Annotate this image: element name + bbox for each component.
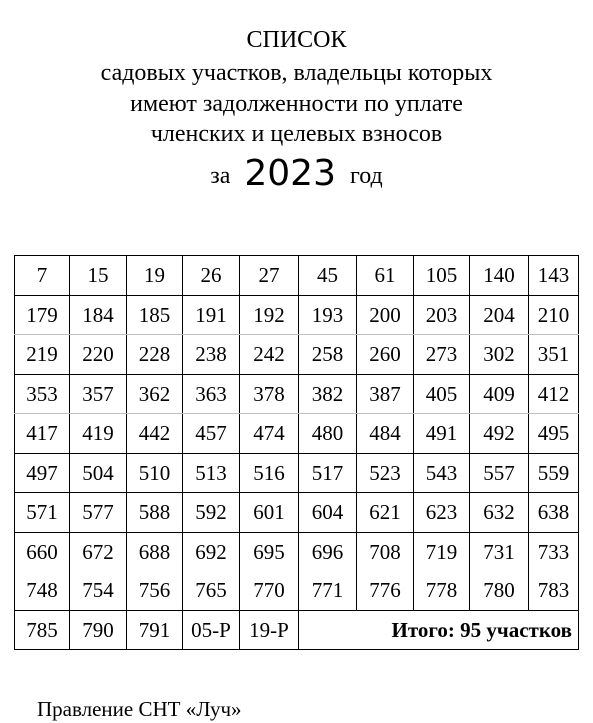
plot-number-cell: 688 [127, 532, 183, 571]
plot-number-cell: 200 [357, 295, 414, 335]
plot-number-cell: 204 [470, 295, 529, 335]
plot-number-cell: 45 [299, 256, 357, 296]
plot-number-cell: 273 [414, 335, 470, 375]
plot-number-cell: 733 [529, 532, 579, 571]
plot-number-cell: 378 [240, 374, 299, 414]
plot-number-cell: 601 [240, 493, 299, 533]
plot-number-cell: 419 [70, 414, 127, 454]
plot-number-cell: 484 [357, 414, 414, 454]
year-value: 2023 [244, 153, 336, 194]
plot-number-cell: 61 [357, 256, 414, 296]
table-row [15, 532, 579, 571]
plot-number-cell: 660 [15, 532, 70, 571]
plot-number-cell: 510 [127, 453, 183, 493]
plot-number-cell: 780 [470, 571, 529, 610]
plot-number-cell: 754 [70, 571, 127, 610]
table-row-last [15, 610, 579, 650]
subtitle-line-3: членских и целевых взносов [150, 121, 443, 147]
subtitle-line-2: имеют задолженности по уплате [130, 90, 463, 117]
plot-number-cell: 105 [414, 256, 470, 296]
plot-number-cell: 771 [299, 571, 357, 610]
plot-number-cell: 778 [414, 571, 470, 610]
plot-number-cell: 184 [70, 295, 127, 335]
plot-number-cell: 756 [127, 571, 183, 610]
plot-number-cell: 412 [529, 374, 579, 414]
plot-number-cell: 577 [70, 493, 127, 533]
plot-number-cell: 260 [357, 335, 414, 375]
plot-number-cell: 491 [414, 414, 470, 454]
plot-number-cell: 19-Р [240, 610, 299, 650]
plot-number-cell: 185 [127, 295, 183, 335]
plot-number-cell: 592 [183, 493, 240, 533]
plot-number-cell: 351 [529, 335, 579, 375]
plot-number-cell: 588 [127, 493, 183, 533]
total-cell: Итого: 95 участков [299, 610, 579, 650]
plot-number-cell: 457 [183, 414, 240, 454]
plot-number-cell: 302 [470, 335, 529, 375]
plot-number-cell: 765 [183, 571, 240, 610]
plot-number-cell: 353 [15, 374, 70, 414]
plot-number-cell: 409 [470, 374, 529, 414]
plot-number-cell: 517 [299, 453, 357, 493]
plot-number-cell: 696 [299, 532, 357, 571]
plot-number-cell: 604 [299, 493, 357, 533]
plot-number-cell: 363 [183, 374, 240, 414]
plot-number-cell: 382 [299, 374, 357, 414]
plot-number-cell: 672 [70, 532, 127, 571]
plot-number-cell: 632 [470, 493, 529, 533]
document-title: СПИСОК [246, 27, 347, 53]
plot-number-cell: 220 [70, 335, 127, 375]
plot-number-cell: 557 [470, 453, 529, 493]
plot-number-cell: 27 [240, 256, 299, 296]
table-row [15, 493, 579, 533]
plot-number-cell: 695 [240, 532, 299, 571]
table-row [15, 414, 579, 454]
plot-number-cell: 783 [529, 571, 579, 610]
plot-number-cell: 19 [127, 256, 183, 296]
plot-number-cell: 790 [70, 610, 127, 650]
plot-number-cell: 417 [15, 414, 70, 454]
year-line [0, 152, 593, 196]
plot-number-cell: 571 [15, 493, 70, 533]
plot-number-cell: 770 [240, 571, 299, 610]
plot-number-cell: 692 [183, 532, 240, 571]
plot-number-cell: 140 [470, 256, 529, 296]
plot-number-cell: 785 [15, 610, 70, 650]
plot-number-cell: 05-Р [183, 610, 240, 650]
table-row [15, 256, 579, 296]
subtitle-line-1: садовых участков, владельцы которых [100, 60, 493, 86]
table-row [15, 295, 579, 335]
year-suffix: год [350, 163, 383, 189]
signature: Правление СНТ «Луч» [37, 697, 242, 721]
plot-number-cell: 516 [240, 453, 299, 493]
plot-number-cell: 15 [70, 256, 127, 296]
plot-number-cell: 242 [240, 335, 299, 375]
plot-number-cell: 258 [299, 335, 357, 375]
table-row [15, 374, 579, 414]
table-row [15, 453, 579, 493]
table-row [15, 571, 579, 610]
plot-number-cell: 638 [529, 493, 579, 533]
plot-number-cell: 492 [470, 414, 529, 454]
table-row [15, 335, 579, 375]
plot-number-cell: 543 [414, 453, 470, 493]
plot-number-cell: 719 [414, 532, 470, 571]
plot-number-cell: 191 [183, 295, 240, 335]
plot-number-cell: 621 [357, 493, 414, 533]
plot-number-cell: 731 [470, 532, 529, 571]
plot-number-cell: 179 [15, 295, 70, 335]
debtors-table [14, 255, 579, 650]
plot-number-cell: 480 [299, 414, 357, 454]
plot-number-cell: 559 [529, 453, 579, 493]
plot-number-cell: 513 [183, 453, 240, 493]
plot-number-cell: 219 [15, 335, 70, 375]
plot-number-cell: 791 [127, 610, 183, 650]
plot-number-cell: 442 [127, 414, 183, 454]
plot-number-cell: 192 [240, 295, 299, 335]
plot-number-cell: 497 [15, 453, 70, 493]
plot-number-cell: 203 [414, 295, 470, 335]
plot-number-cell: 474 [240, 414, 299, 454]
plot-number-cell: 495 [529, 414, 579, 454]
plot-number-cell: 7 [15, 256, 70, 296]
plot-number-cell: 523 [357, 453, 414, 493]
plot-number-cell: 776 [357, 571, 414, 610]
plot-number-cell: 748 [15, 571, 70, 610]
plot-number-cell: 238 [183, 335, 240, 375]
plot-number-cell: 387 [357, 374, 414, 414]
plot-number-cell: 143 [529, 256, 579, 296]
plot-number-cell: 26 [183, 256, 240, 296]
plot-number-cell: 210 [529, 295, 579, 335]
document-subtitle [0, 58, 593, 150]
plot-number-cell: 708 [357, 532, 414, 571]
plot-number-cell: 193 [299, 295, 357, 335]
plot-number-cell: 623 [414, 493, 470, 533]
plot-number-cell: 405 [414, 374, 470, 414]
plot-number-cell: 228 [127, 335, 183, 375]
plot-number-cell: 362 [127, 374, 183, 414]
year-prefix: за [210, 163, 231, 189]
plot-number-cell: 504 [70, 453, 127, 493]
plot-number-cell: 357 [70, 374, 127, 414]
